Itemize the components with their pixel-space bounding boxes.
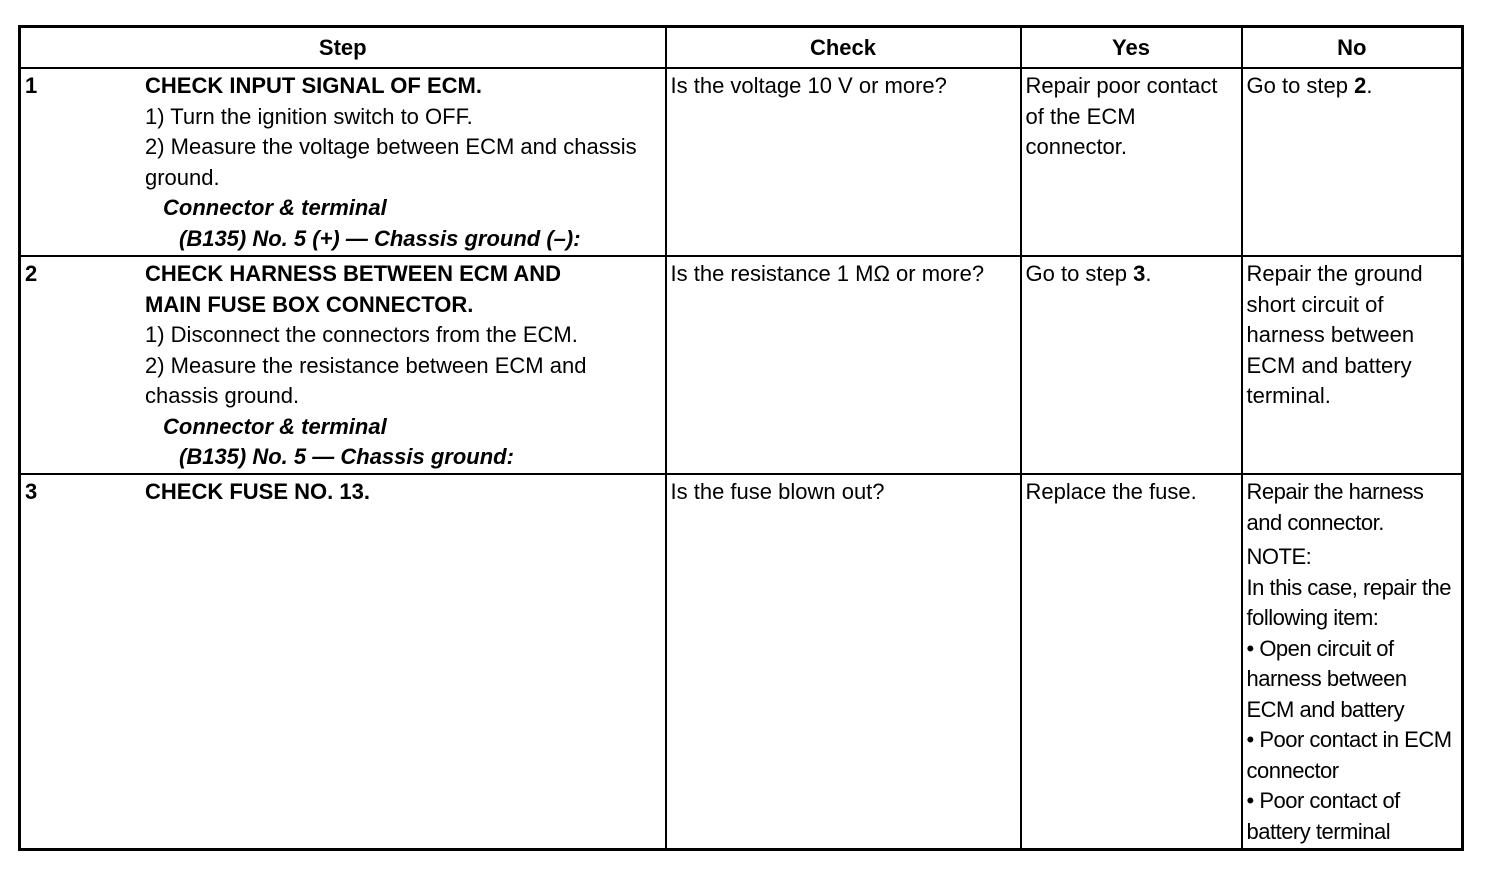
header-yes: Yes	[1021, 27, 1242, 69]
step-number: 1	[25, 73, 38, 98]
note-bullet: • Poor contact in ECM connector	[1246, 727, 1452, 783]
no-cell	[1242, 474, 1463, 850]
note-label: NOTE:	[1246, 544, 1312, 569]
step-title-line1: CHECK HARNESS BETWEEN ECM AND	[145, 261, 561, 286]
no-cell: Repair the ground short circuit of harness between ECM and battery terminal.	[1242, 256, 1463, 474]
step-ref: 3	[1133, 261, 1146, 286]
step-title: CHECK FUSE NO. 13.	[145, 479, 370, 504]
table-row	[20, 474, 1463, 850]
header-row	[20, 27, 1463, 69]
header-no: No	[1242, 27, 1463, 69]
step-cell	[20, 68, 666, 256]
connector-value: (B135) No. 5 (+) — Chassis ground (–):	[179, 225, 581, 251]
no-main-text: Repair the harness and connector.	[1246, 479, 1424, 535]
yes-text: Go to step	[1025, 261, 1134, 286]
step-number: 3	[25, 479, 38, 504]
substep: 1) Disconnect the connectors from the ECM.	[145, 322, 578, 347]
header-check: Check	[666, 27, 1021, 69]
yes-cell: Replace the fuse.	[1021, 474, 1242, 850]
note-bullet: • Poor contact of battery terminal	[1246, 788, 1400, 844]
note-text: In this case, repair the following item:	[1246, 574, 1451, 630]
connector-label: Connector & terminal	[163, 195, 387, 220]
step-title-line2: MAIN FUSE BOX CONNECTOR.	[145, 291, 474, 317]
note-bullet: • Open circuit of harness between ECM and battery	[1246, 635, 1407, 722]
connector-label: Connector & terminal	[163, 413, 387, 439]
step-ref: 2	[1354, 73, 1367, 98]
substep: 2) Measure the resistance between ECM and chassis ground.	[145, 352, 587, 408]
yes-cell	[1021, 256, 1242, 474]
substep: 1) Turn the ignition switch to OFF.	[145, 103, 473, 129]
check-cell: Is the fuse blown out?	[666, 474, 1021, 850]
table-row	[20, 256, 1463, 474]
check-cell: Is the resistance 1 MΩ or more?	[666, 256, 1021, 474]
substep: 2) Measure the voltage between ECM and chassis ground.	[145, 134, 637, 190]
no-text-end: .	[1366, 73, 1373, 98]
table-row	[20, 68, 1463, 256]
yes-cell: Repair poor contact of the ECM connector.	[1021, 68, 1242, 256]
step-cell	[20, 256, 666, 474]
yes-text-end: .	[1145, 261, 1152, 286]
step-title: CHECK INPUT SIGNAL OF ECM.	[145, 73, 482, 98]
check-cell: Is the voltage 10 V or more?	[666, 68, 1021, 256]
no-text: Go to step	[1246, 73, 1355, 98]
step-number: 2	[25, 261, 38, 286]
no-cell	[1242, 68, 1463, 256]
header-step: Step	[20, 27, 666, 69]
connector-value: (B135) No. 5 — Chassis ground:	[179, 444, 514, 469]
diagnostic-table	[18, 25, 1464, 851]
step-cell	[20, 474, 666, 850]
